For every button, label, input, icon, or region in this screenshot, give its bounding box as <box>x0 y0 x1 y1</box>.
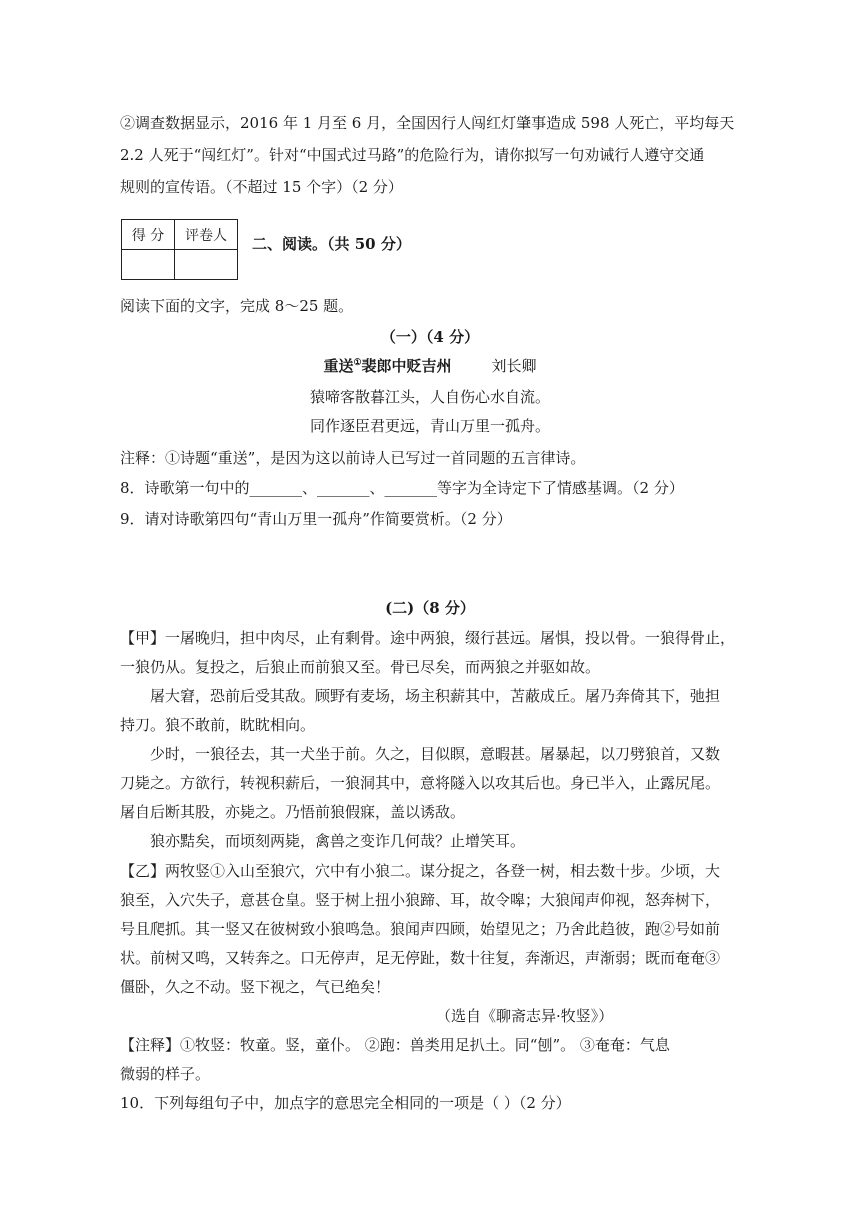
poem-title-pre: 重送 <box>323 357 354 375</box>
passage-jia-line: 一狼仍从。复投之，后狼止而前狼又至。骨已尽矣，而两狼之并驱如故。 <box>120 658 601 676</box>
passage-notes-line-2: 微弱的样子。 <box>120 1065 211 1083</box>
question-10: 10．下列每组句子中，加点字的意思完全相同的一项是（ ）（2 分） <box>120 1094 571 1112</box>
poem-author: 刘长卿 <box>491 357 537 375</box>
passage-notes-line-1: 【注释】①牧竖：牧童。竖，童仆。 ②跑：兽类用足扒土。同“刨”。 ③奄奄：气息 <box>120 1036 670 1054</box>
poem-title <box>0 356 860 376</box>
q7-line-1: ②调查数据显示，2016 年 1 月至 6 月，全国因行人闯红灯肇事造成 598 人死亡，平均每天 <box>120 114 735 132</box>
part1-header: （一）（4 分） <box>380 328 480 346</box>
passage-yi-line: 【乙】两牧竖①入山至狼穴，穴中有小狼二。谋分捉之，各登一树，相去数十步。少顷，大 <box>120 862 721 880</box>
passage-yi-line: 僵卧，久之不动。竖下视之，气已绝矣！ <box>120 978 391 996</box>
poem-title-post: 裴郎中贬吉州 <box>361 357 452 375</box>
passage-jia-line: 屠大窘，恐前后受其敌。顾野有麦场，场主积薪其中，苫蔽成丘。屠乃奔倚其下，弛担 <box>150 687 721 705</box>
grader-header: 评卷人 <box>175 220 238 250</box>
passage-jia-line: 【甲】一屠晚归，担中肉尽，止有剩骨。途中两狼，缀行甚远。屠惧，投以骨。一狼得骨止， <box>120 629 736 647</box>
question-9: 9．请对诗歌第四句“青山万里一孤舟”作简要赏析。（2 分） <box>120 510 512 528</box>
passage-yi-line: 号且爬抓。其一竖又在彼树致小狼鸣急。狼闻声四顾，始望见之；乃舍此趋彼，跑②号如前 <box>120 920 721 938</box>
poem-title-footnote-mark: ① <box>353 358 362 368</box>
passage-yi-line: 状。前树又鸣，又转奔之。口无停声，足无停趾，数十往复，奔渐迟，声渐弱；既而奄奄③ <box>120 949 721 967</box>
passage-jia-line: 狼亦黠矣，而顷刻两毙，禽兽之变诈几何哉？止增笑耳。 <box>150 832 526 850</box>
passage-jia-line: 持刀。狼不敢前，眈眈相向。 <box>120 716 316 734</box>
passage-jia-line: 屠自后断其股，亦毙之。乃悟前狼假寐，盖以诱敌。 <box>120 803 466 821</box>
grader-cell <box>175 250 238 280</box>
poem-note: 注释：①诗题“重送”，是因为这以前诗人已写过一首同题的五言律诗。 <box>120 449 586 467</box>
part2-header: (二)（8 分） <box>385 599 475 617</box>
q7-line-3: 规则的宣传语。（不超过 15 个字）（2 分） <box>120 178 403 196</box>
section2-title: 二、阅读。（共 50 分） <box>252 235 411 253</box>
passage-jia-line: 刀毙之。方欲行，转视积薪后，一狼洞其中，意将隧入以攻其后也。身已半入，止露尻尾。 <box>120 774 721 792</box>
score-cell <box>122 250 175 280</box>
passage-source: （选自《聊斋志异·牧竖》） <box>436 1007 614 1025</box>
passage-yi-line: 狼至，入穴失子，意甚仓皇。竖于树上扭小狼蹄、耳，故令嗥；大狼闻声仰视，怒奔树下， <box>120 891 721 909</box>
poem-line-1: 猿啼客散暮江头，人自伤心水自流。 <box>309 388 550 406</box>
reading-instruction: 阅读下面的文字，完成 8～25 题。 <box>120 297 354 315</box>
question-8: 8．诗歌第一句中的_______、_______、_______等字为全诗定下了情感基调。（2 分） <box>120 479 684 497</box>
passage-jia-line: 少时，一狼径去，其一犬坐于前。久之，目似瞑，意暇甚。屠暴起，以刀劈狼首，又数 <box>150 745 721 763</box>
poem-line-2: 同作逐臣君更远，青山万里一孤舟。 <box>309 417 550 435</box>
score-header: 得 分 <box>122 220 175 250</box>
score-table <box>121 219 238 280</box>
q7-line-2: 2.2 人死于“闯红灯”。针对“中国式过马路”的危险行为，请你拟写一句劝诫行人遵守交通 <box>120 146 705 164</box>
